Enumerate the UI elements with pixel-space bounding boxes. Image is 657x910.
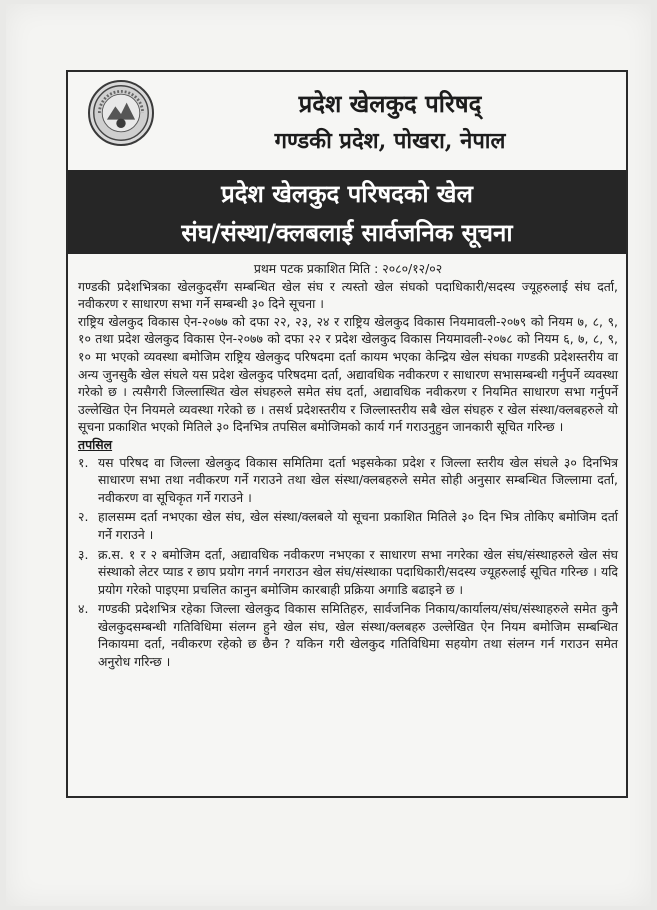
item-text: हालसम्म दर्ता नभएका खेल संघ, खेल संस्था/क्लबले यो सूचना प्रकाशित मितिले ३० दिन भित्र तोकिए बमोजिम दर्ता गर्ने गराउने । bbox=[98, 509, 618, 542]
notice-body: राष्ट्रिय खेलकुद विकास ऐन-२०७७ को दफा २२, २३, २४ र राष्ट्रिय खेलकुद विकास नियमावली-२०७९ को नियम ७, ८, ९, १० तथा प्रदेश खेलकुद विकास ऐन-२०७७ को दफा २२ र प्रदेश खेलकुद विकास नियमावली-२०७८ को नियम ६, ७, ८, ९, १० मा भएको व्यवस्था बमोजिम राष्ट्रिय खेलकुद परिषदमा दर्ता कायम भएका केन्द्रिय खेल संघका गण्डकी प्रदेशस्तरीय वा अन्य जुनसुकै खेल संघले यस प्रदेश खेलकुद परिषदमा दर्ता, अद्यावधिक नवीकरण र साधारण सभासम्बन्धी गर्नुपर्ने व्यवस्था गरेको छ । त्यसैगरी जिल्लास्थित खेल संघहरुले समेत संघ दर्ता, अद्यावधिक नवीकरण र नियमित साधारण सभा गर्नुपर्ने उल्लेखित ऐन नियमले व्यवस्था गरेको छ । तसर्थ प्रदेशस्तरीय र जिल्लास्तरीय सबै खेल संघहरु र खेल संस्था/क्लबहरुले यो सूचना प्रकाशित भएको मितिले ३० दिनभित्र तपसिल बमोजिमको कार्य गर्न गराउनुहुन जानकारी सूचित गरिन्छ । bbox=[78, 313, 618, 435]
organization-location: गण्डकी प्रदेश, पोखरा, नेपाल bbox=[274, 128, 506, 154]
published-date: प्रथम पटक प्रकाशित मिति : २०८०/१२/०२ bbox=[253, 261, 443, 276]
notice-frame bbox=[66, 70, 628, 798]
banner-line-1: प्रदेश खेलकुद परिषदको खेल bbox=[221, 180, 473, 208]
organization-name: प्रदेश खेलकुद परिषद् bbox=[298, 89, 482, 118]
banner-line-2: संघ/संस्था/क्लबलाई सार्वजनिक सूचना bbox=[181, 219, 513, 247]
tapasil-item bbox=[78, 508, 618, 543]
item-number: २. bbox=[78, 509, 89, 525]
item-number: ३. bbox=[78, 546, 89, 562]
tapasil-item bbox=[78, 600, 618, 670]
tapasil-item bbox=[78, 546, 618, 599]
tapasil-item bbox=[78, 454, 618, 507]
item-number: १. bbox=[78, 454, 89, 470]
notice-content bbox=[78, 260, 618, 673]
notice-intro: गण्डकी प्रदेशभित्रका खेलकुदसँग सम्बन्धित खेल संघ र त्यस्तो खेल संघको पदाधिकारी/सदस्य ज्यूहरुलाई संघ दर्ता, नवीकरण र साधारण सभा गर्ने सम्बन्धी ३० दिने सूचना । bbox=[78, 278, 618, 312]
council-emblem-icon bbox=[88, 80, 154, 146]
item-number: ४. bbox=[78, 601, 89, 617]
tapasil-heading: तपसिल bbox=[78, 436, 113, 452]
scanned-paper bbox=[6, 4, 651, 906]
item-text: क्र.स. १ र २ बमोजिम दर्ता, अद्यावधिक नवीकरण नभएका र साधारण सभा नगरेका खेल संघ/संस्थाहरुले खेल संघ संस्थाको लेटर प्याड र छाप प्रयोग नगर्न नगराउन खेल संघ/संस्थाका पदाधिकारी/सदस्य ज्यूहरुलाई सूचित गरिन्छ । यदि प्रयोग गरेको पाइएमा प्रचलित कानुन बमोजिम कारबाही प्रक्रिया अगाडि बढाइने छ । bbox=[98, 546, 618, 597]
emblem-graphic bbox=[90, 82, 152, 144]
item-text: यस परिषद वा जिल्ला खेलकुद विकास समितिमा दर्ता भइसकेका प्रदेश र जिल्ला स्तरीय खेल संघले ३० दिनभित्र साधारण सभा तथा नवीकरण गर्ने गराउने तथा खेल संस्था/क्लबहरुले समेत सोही अनुसार सम्बन्धित जिल्लामा दर्ता, नवीकरण वा सूचिकृत गर्ने गराउने । bbox=[98, 454, 618, 505]
notice-header bbox=[68, 72, 626, 168]
item-text: गण्डकी प्रदेशभित्र रहेका जिल्ला खेलकुद विकास समितिहरु, सार्वजनिक निकाय/कार्यालय/संघ/संस्थाहरुले समेत कुनै खेलकुदसम्बन्धी गतिविधिमा संलग्न हुने खेल संघ, खेल संस्था/क्लबहरु उल्लेखित ऐन नियम बमोजिम सम्बन्धित निकायमा दर्ता, नवीकरण रहेको छ छैन ? यकिन गरी खेलकुद गतिविधिमा सहयोग तथा संलग्न गर्न गराउन समेत अनुरोध गरिन्छ । bbox=[98, 601, 618, 670]
notice-banner bbox=[68, 170, 626, 254]
